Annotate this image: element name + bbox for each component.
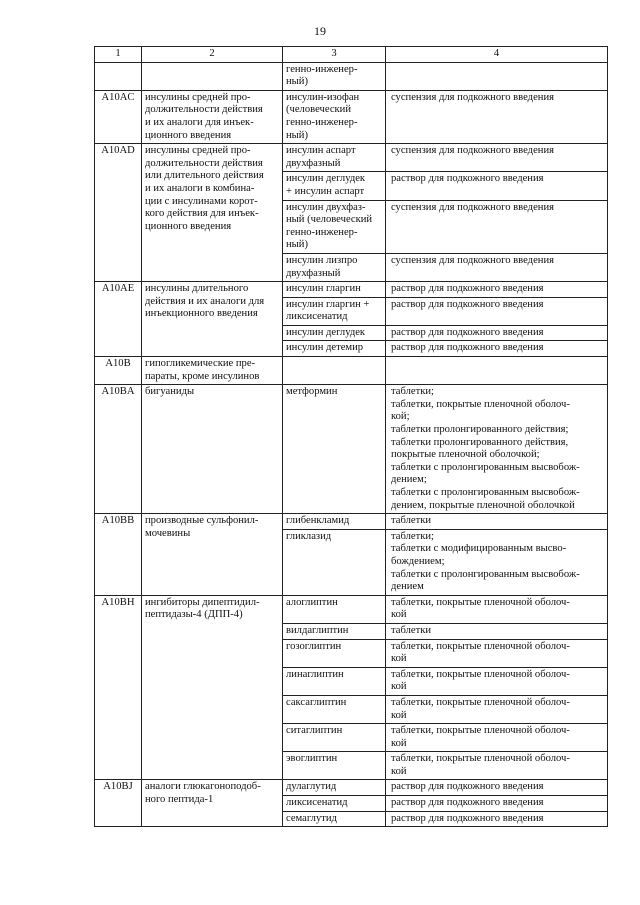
dosage-form-line: кой: [391, 681, 407, 693]
dosage-form-line: дением;: [391, 474, 427, 486]
drug-name-cell: [283, 282, 386, 298]
dosage-form-line: дением, покрытые пленочной оболочкой: [391, 499, 575, 511]
dosage-form-line: раствор для подкожного введения: [391, 797, 544, 809]
dosage-form-cell: [386, 282, 608, 298]
dosage-form-cell: [386, 325, 608, 341]
drug-name-line: генно-инженер-: [286, 116, 358, 128]
dosage-form-line: раствор для подкожного введения: [391, 283, 544, 295]
dosage-form-line: таблетки пролонгированного действия,: [391, 436, 569, 448]
dosage-form-line: кой: [391, 765, 407, 777]
drug-name-cell: [283, 623, 386, 639]
drug-name-cell: [283, 529, 386, 595]
group-name-line: инсулины длительного: [145, 283, 249, 295]
drug-name-line: метформин: [286, 386, 338, 398]
group-name-cell: [142, 595, 283, 780]
atc-code-cell: [95, 144, 142, 282]
dosage-form-line: таблетки: [391, 624, 432, 636]
dosage-form-cell: [386, 695, 608, 723]
table-row: [95, 282, 608, 298]
dosage-form-line: таблетки с пролонгированным высвобож-: [391, 461, 580, 473]
atc-code: A10BB: [101, 515, 135, 527]
drug-name-cell: [283, 357, 386, 385]
table-row: [95, 595, 608, 623]
dosage-form-line: суспензия для подкожного введения: [391, 145, 554, 157]
group-name-line: пептидазы-4 (ДПП-4): [145, 609, 243, 621]
atc-code: A10B: [105, 358, 131, 370]
dosage-form-line: таблетки, покрытые пленочной оболоч-: [391, 398, 570, 410]
dosage-form-line: таблетки с модифицированным высво-: [391, 543, 567, 555]
drug-name-line: инсулин двухфаз-: [286, 201, 366, 213]
drug-name-cell: [283, 144, 386, 172]
atc-code: A10BH: [101, 596, 135, 608]
dosage-form-line: кой: [391, 709, 407, 721]
atc-code: A10AC: [101, 91, 135, 103]
group-name-line: инсулины средней про-: [145, 91, 251, 103]
dosage-form-line: таблетки, покрытые пленочной оболоч-: [391, 596, 570, 608]
dosage-form-line: кой;: [391, 411, 410, 423]
drug-name-cell: [283, 253, 386, 281]
drug-name-cell: [283, 90, 386, 143]
group-name-line: ингибиторы дипептидил-: [145, 596, 260, 608]
atc-code-cell: [95, 595, 142, 780]
atc-code-cell: [95, 357, 142, 385]
group-name-cell: [142, 62, 283, 90]
dosage-form-cell: [386, 529, 608, 595]
group-name-line: мочевины: [145, 527, 191, 539]
group-name-line: и их аналоги в комбина-: [145, 182, 255, 194]
dosage-form-line: раствор для подкожного введения: [391, 173, 544, 185]
drug-name-cell: [283, 752, 386, 780]
drug-name-line: инсулин деглудек: [286, 173, 366, 185]
dosage-form-line: таблетки, покрытые пленочной оболоч-: [391, 725, 570, 737]
dosage-form-cell: [386, 724, 608, 752]
drug-name-line: инсулин деглудек: [286, 326, 366, 338]
drug-name-line: инсулин аспарт: [286, 145, 356, 157]
drug-name-line: вилдаглиптин: [286, 624, 349, 636]
drug-table: [94, 46, 608, 827]
group-name-cell: [142, 780, 283, 827]
drug-name-line: ликсисенатид: [286, 311, 348, 323]
drug-name-line: ный (человеческий: [286, 214, 373, 226]
column-header: 1: [95, 47, 142, 63]
dosage-form-line: суспензия для подкожного введения: [391, 201, 554, 213]
atc-code-cell: [95, 90, 142, 143]
drug-name-cell: [283, 595, 386, 623]
group-name-cell: [142, 144, 283, 282]
atc-code-cell: [95, 62, 142, 90]
group-name-line: ного пептида-1: [145, 794, 214, 806]
group-name-line: действия и их аналоги для: [145, 295, 265, 307]
dosage-form-cell: [386, 752, 608, 780]
drug-name-cell: [283, 385, 386, 514]
group-name-line: параты, кроме инсулинов: [145, 370, 260, 382]
dosage-form-cell: [386, 385, 608, 514]
dosage-form-line: суспензия для подкожного введения: [391, 254, 554, 266]
dosage-form-line: таблетки, покрытые пленочной оболоч-: [391, 668, 570, 680]
dosage-form-cell: [386, 200, 608, 253]
drug-name-line: инсулин гларгин: [286, 283, 361, 295]
atc-code: A10AD: [101, 145, 135, 157]
drug-name-line: инсулин лизпро: [286, 254, 358, 266]
table-row: [95, 357, 608, 385]
drug-name-cell: [283, 811, 386, 827]
column-header: 3: [283, 47, 386, 63]
group-name-cell: [142, 385, 283, 514]
drug-name-line: глибенкламид: [286, 515, 350, 527]
dosage-form-line: таблетки, покрытые пленочной оболоч-: [391, 640, 570, 652]
group-name-line: аналоги глюкагоноподоб-: [145, 781, 261, 793]
drug-name-cell: [283, 200, 386, 253]
table-row: [95, 780, 608, 796]
drug-name-cell: [283, 780, 386, 796]
atc-code-cell: [95, 780, 142, 827]
dosage-form-line: таблетки;: [391, 530, 434, 542]
dosage-form-line: таблетки;: [391, 386, 434, 398]
dosage-form-line: таблетки: [391, 515, 432, 527]
drug-name-cell: [283, 297, 386, 325]
atc-code: A10AE: [101, 283, 135, 295]
group-name-line: бигуаниды: [145, 386, 195, 398]
atc-code: A10BJ: [103, 781, 133, 793]
group-name-line: инсулины средней про-: [145, 145, 251, 157]
group-name-line: и их аналоги для инъек-: [145, 116, 254, 128]
group-name-line: должительности действия: [145, 157, 263, 169]
drug-name-line: семаглутид: [286, 812, 337, 824]
drug-name-cell: [283, 639, 386, 667]
group-name-line: или длительного действия: [145, 170, 264, 182]
atc-code: A10BA: [101, 386, 135, 398]
atc-code-cell: [95, 514, 142, 596]
dosage-form-cell: [386, 667, 608, 695]
atc-code-cell: [95, 282, 142, 357]
dosage-form-line: раствор для подкожного введения: [391, 298, 544, 310]
group-name-line: ционного введения: [145, 129, 232, 141]
dosage-form-line: таблетки пролонгированного действия;: [391, 424, 569, 436]
drug-name-line: саксаглиптин: [286, 696, 347, 708]
drug-name-cell: [283, 796, 386, 812]
dosage-form-cell: [386, 62, 608, 90]
group-name-cell: [142, 514, 283, 596]
dosage-form-line: суспензия для подкожного введения: [391, 91, 554, 103]
table-row: [95, 62, 608, 90]
drug-name-cell: [283, 514, 386, 530]
table-body: [95, 62, 608, 827]
dosage-form-line: раствор для подкожного введения: [391, 812, 544, 824]
table-row: [95, 385, 608, 514]
dosage-form-cell: [386, 623, 608, 639]
dosage-form-cell: [386, 811, 608, 827]
drug-name-line: гозоглиптин: [286, 640, 342, 652]
dosage-form-cell: [386, 780, 608, 796]
dosage-form-line: кой: [391, 737, 407, 749]
atc-code-cell: [95, 385, 142, 514]
dosage-form-line: бождением;: [391, 555, 445, 567]
drug-name-line: ликсисенатид: [286, 797, 348, 809]
drug-name-line: дулаглутид: [286, 781, 337, 793]
drug-name-cell: [283, 325, 386, 341]
dosage-form-line: таблетки, покрытые пленочной оболоч-: [391, 753, 570, 765]
group-name-line: производные сульфонил-: [145, 515, 259, 527]
drug-name-line: эвоглиптин: [286, 753, 338, 765]
dosage-form-line: раствор для подкожного введения: [391, 326, 544, 338]
group-name-line: инъекционного введения: [145, 308, 258, 320]
group-name-line: гипогликемические пре-: [145, 358, 256, 370]
page-number: 19: [314, 24, 326, 38]
drug-name-cell: [283, 695, 386, 723]
group-name-line: ционного введения: [145, 220, 232, 232]
dosage-form-line: раствор для подкожного введения: [391, 342, 544, 354]
dosage-form-line: таблетки, покрытые пленочной оболоч-: [391, 696, 570, 708]
drug-name-line: двухфазный: [286, 157, 341, 169]
drug-name-line: двухфазный: [286, 267, 341, 279]
drug-name-line: + инсулин аспарт: [286, 185, 365, 197]
dosage-form-cell: [386, 514, 608, 530]
dosage-form-line: раствор для подкожного введения: [391, 781, 544, 793]
drug-name-line: гликлазид: [286, 530, 332, 542]
drug-name-line: инсулин гларгин +: [286, 298, 370, 310]
group-name-line: кого действия для инъек-: [145, 208, 259, 220]
drug-name-line: ный): [286, 239, 308, 251]
drug-name-cell: [283, 172, 386, 200]
drug-name-line: генно-инженер-: [286, 63, 358, 75]
dosage-form-line: дением: [391, 581, 424, 593]
drug-name-line: (человеческий: [286, 104, 352, 116]
header-row: [95, 47, 608, 63]
table-row: [95, 144, 608, 172]
group-name-line: ции с инсулинами корот-: [145, 195, 258, 207]
dosage-form-cell: [386, 253, 608, 281]
group-name-cell: [142, 90, 283, 143]
group-name-cell: [142, 357, 283, 385]
dosage-form-cell: [386, 341, 608, 357]
drug-name-cell: [283, 724, 386, 752]
drug-name-cell: [283, 341, 386, 357]
dosage-form-cell: [386, 144, 608, 172]
drug-name-cell: [283, 667, 386, 695]
group-name-line: должительности действия: [145, 104, 263, 116]
dosage-form-cell: [386, 357, 608, 385]
drug-name-line: инсулин-изофан: [286, 91, 360, 103]
drug-name-line: ситаглиптин: [286, 725, 343, 737]
drug-name-line: алоглиптин: [286, 596, 338, 608]
dosage-form-cell: [386, 639, 608, 667]
dosage-form-cell: [386, 297, 608, 325]
drug-name-line: генно-инженер-: [286, 226, 358, 238]
dosage-form-line: кой: [391, 609, 407, 621]
dosage-form-cell: [386, 172, 608, 200]
column-header: 2: [142, 47, 283, 63]
dosage-form-cell: [386, 90, 608, 143]
drug-name-cell: [283, 62, 386, 90]
column-header: 4: [386, 47, 608, 63]
group-name-cell: [142, 282, 283, 357]
dosage-form-line: таблетки с пролонгированным высвобож-: [391, 568, 580, 580]
dosage-form-cell: [386, 595, 608, 623]
dosage-form-line: кой: [391, 653, 407, 665]
dosage-form-cell: [386, 796, 608, 812]
dosage-form-line: таблетки с пролонгированным высвобож-: [391, 487, 580, 498]
drug-name-line: линаглиптин: [286, 668, 344, 680]
drug-name-line: инсулин детемир: [286, 342, 364, 354]
drug-name-line: ный): [286, 129, 308, 141]
table-row: [95, 514, 608, 530]
table-row: [95, 90, 608, 143]
dosage-form-line: покрытые пленочной оболочкой;: [391, 449, 540, 461]
drug-name-line: ный): [286, 76, 308, 88]
